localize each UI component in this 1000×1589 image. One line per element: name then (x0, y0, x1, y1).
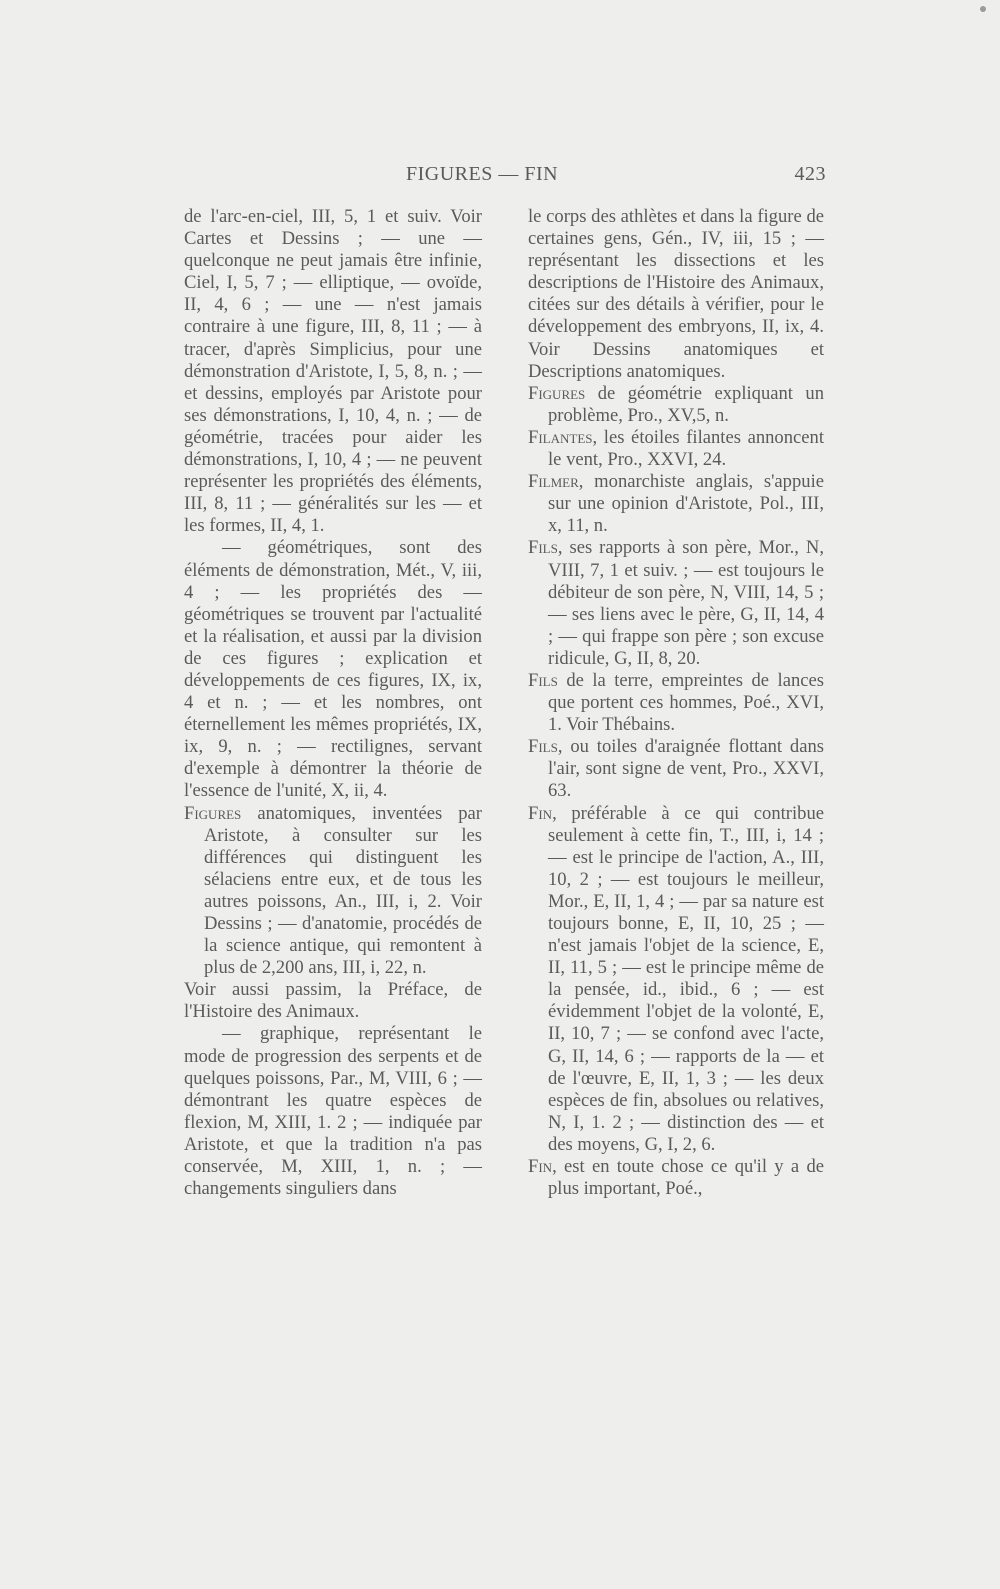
entry-headword: Fils (528, 537, 558, 559)
index-entry (528, 736, 824, 802)
entry-text: , ou toiles d'araignée flottant dans l'air, sont signe de vent, Pro., XXVI, 63. (548, 736, 824, 802)
entry-text: de géométrie expliquant un problème, Pro., XV,5, n. (548, 382, 824, 426)
running-title: FIGURES — FIN (406, 163, 559, 185)
index-entry (528, 471, 824, 537)
entry-text: , les étoiles filantes annoncent le vent, Pro., XXVI, 24. (548, 426, 824, 471)
entry-text: le corps des athlètes et dans la figure de certaines gens, Gén., IV, iii, 15 ; — représentant les dissections et les descriptions de l'Histoire des Animaux, citées sur des détails à vérifier, pour le développement des embryons, II, ix, 4. Voir Dessins anatomiques et Descriptions anatomiques. (528, 206, 824, 382)
entry-text: — géométriques, sont des éléments de démonstration, Mét., V, iii, 4 ; — les propriétés des — géométriques se trouvent par l'actualité et la réalisation, et aussi par la division de ces figures ; explication et développements de ces figures, IX, ix, 4 et n. ; — et les nombres, ont éternellement les mêmes propriétés, IX, ix, 9, n. ; — rectilignes, servant d'exemple à démontrer la théorie de l'essence de l'unité, X, ii, 4. (184, 537, 482, 802)
index-entry (184, 206, 482, 537)
entry-text: Voir aussi passim, la Préface, de l'Histoire des Animaux. (184, 979, 482, 1023)
entry-headword: Fin (528, 1156, 553, 1178)
entry-headword: Fin (528, 802, 553, 824)
entry-text: , est en toute chose ce qu'il y a de plus important, Poé., (548, 1156, 824, 1200)
index-entry (528, 206, 824, 383)
entry-text: — graphique, représentant le mode de progression des serpents et de quelques poissons, Par., M, VIII, 6 ; — démontrant les quatre espèces de flexion, M, XIII, 1. 2 ; — indiquée par Aristote, et que la tradition n'a pas conservée, M, XIII, 1, n. ; — changements singuliers dans (184, 1023, 482, 1200)
index-entry (184, 1023, 482, 1200)
entry-text: de l'arc-en-ciel, III, 5, 1 et suiv. Voir Cartes et Dessins ; — une — quelconque ne peut jamais être infinie, Ciel, I, 5, 7 ; — elliptique, — ovoïde, II, 4, 6 ; — une — n'est jamais contraire à une figure, III, 8, 11 ; — à tracer, d'après Simplicius, pour une démonstration d'Aristote, I, 5, 8, n. ; — et dessins, employés par Aristote pour ses démonstrations, I, 10, 4, n. ; — de géométrie, tracées pour aider les démonstrations, I, 10, 4 ; — ne peuvent représenter les propriétés des éléments, III, 8, 11 ; — généralités sur les — et les formes, II, 4, 1. (184, 206, 482, 537)
entry-headword: Fils (528, 736, 558, 758)
entry-headword: Filmer (528, 471, 579, 493)
speck-mark (980, 6, 986, 12)
index-entry (528, 670, 824, 736)
entry-headword: Figures (528, 382, 586, 404)
index-entry (528, 427, 824, 471)
index-entry (528, 537, 824, 670)
entry-headword: Fils (528, 669, 558, 691)
index-entry (528, 803, 824, 1157)
index-entry (528, 383, 824, 427)
page-number: 423 (794, 163, 826, 185)
right-column (528, 206, 824, 1200)
entry-headword: Filantes (528, 426, 593, 448)
index-entry (184, 537, 482, 802)
index-entry (184, 979, 482, 1023)
entry-text: , monarchiste anglais, s'appuie sur une opinion d'Aristote, Pol., III, x, 11, n. (548, 471, 824, 537)
entry-text: , préférable à ce qui contribue seulement à cette fin, T., III, i, 14 ; — est le principe de l'action, A., III, 10, 2 ; — est toujours le meilleur, Mor., E, II, 1, 4 ; — par sa nature est toujours bonne, E, II, 10, 25 ; — n'est jamais l'objet de la science, E, II, 11, 5 ; — est le principe même de la pensée, id., ibid., 6 ; — est évidemment l'objet de la volonté, E, II, 10, 7 ; — se confond avec l'acte, G, II, 14, 6 ; — rapports de la — et de l'œuvre, E, II, 1, 3 ; — les deux espèces de fin, absolues ou relatives, N, I, 1. 2 ; — distinction des — et des moyens, G, I, 2, 6. (548, 802, 824, 1155)
entry-headword: Figures (184, 802, 242, 824)
left-column (184, 206, 482, 1200)
entry-text: , ses rapports à son père, Mor., N, VIII, 7, 1 et suiv. ; — est toujours le débiteur de son père, N, VIII, 14, 5 ; — ses liens avec le père, G, II, 14, 4 ; — qui frappe son père ; son excuse ridicule, G, II, 8, 20. (548, 537, 824, 669)
running-header (176, 163, 826, 191)
index-entry (184, 803, 482, 980)
entry-text: anatomiques, inventées par Aristote, à consulter sur les différences qui distinguent les sélaciens entre eux, et de tous les autres poissons, An., III, i, 2. Voir Dessins ; — d'anatomie, procédés de la science antique, qui remontent à plus de 2,200 ans, III, i, 22, n. (204, 802, 482, 979)
entry-text: de la terre, empreintes de lances que portent ces hommes, Poé., XVI, 1. Voir Thébains. (548, 669, 824, 736)
index-entry (528, 1156, 824, 1200)
